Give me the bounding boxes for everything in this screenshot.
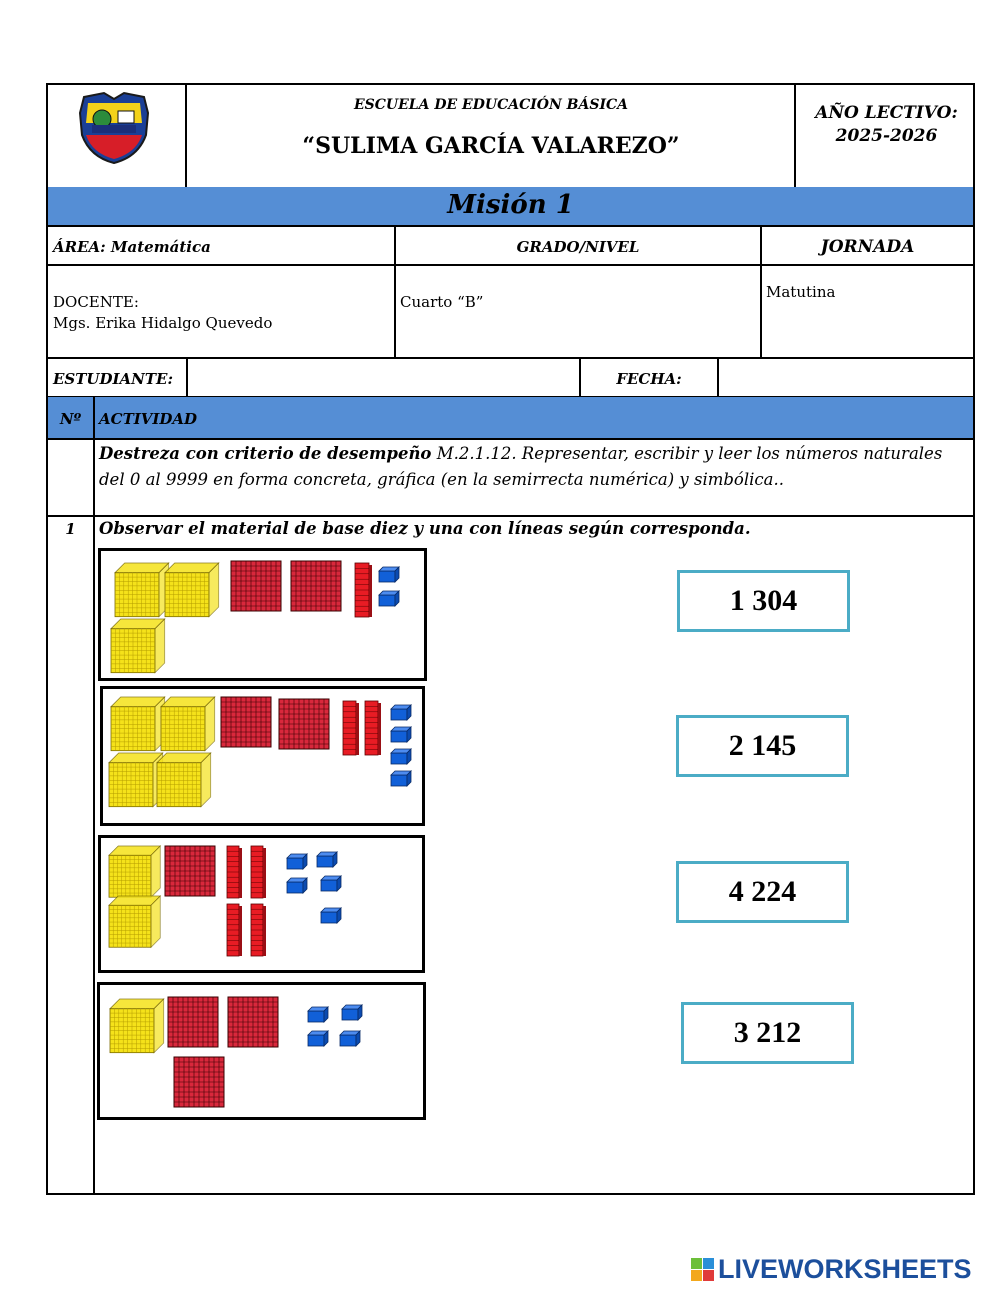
base-ten-blocks-1: [101, 551, 430, 684]
shift-label: JORNADA: [820, 237, 915, 257]
area-label: ÁREA: Matemática: [53, 238, 211, 256]
shift-value: Matutina: [766, 283, 836, 301]
info-value-row: [46, 265, 975, 359]
unit-cube: [287, 878, 307, 893]
base-ten-blocks-2: [103, 689, 428, 829]
ten-rod: [251, 846, 266, 898]
unit-cube: [287, 854, 307, 869]
mission-bar: [46, 187, 975, 227]
blocks-box-4[interactable]: [97, 982, 426, 1120]
thousand-cube: [157, 753, 211, 807]
ten-rod: [365, 701, 381, 755]
grade-value: Cuarto “B”: [400, 293, 484, 311]
grade-label: GRADO/NIVEL: [516, 238, 640, 256]
blocks-box-2[interactable]: [100, 686, 425, 826]
divider: [186, 358, 188, 397]
ten-rod: [343, 701, 359, 755]
hundred-flat: [165, 846, 215, 896]
hundred-flat: [291, 561, 341, 611]
base-ten-blocks-3: [101, 838, 428, 976]
thousand-cube: [161, 697, 215, 751]
date-input[interactable]: [721, 360, 971, 396]
year-label: AÑO LECTIVO:: [815, 103, 958, 123]
thousand-cube: [109, 846, 160, 897]
student-input[interactable]: [190, 360, 578, 396]
thousand-cube: [109, 896, 160, 947]
unit-cube: [391, 749, 411, 764]
teacher-name: Mgs. Erika Hidalgo Quevedo: [53, 314, 273, 332]
unit-cube: [340, 1031, 360, 1046]
unit-cube: [308, 1031, 328, 1046]
exercise-instruction: Observar el material de base diez y una con líneas según corresponda.: [99, 519, 751, 538]
skill-bold: Destreza con criterio de desempeño: [99, 444, 432, 463]
hundred-flat: [168, 997, 218, 1047]
logo-cell: [46, 83, 187, 189]
hundred-flat: [231, 561, 281, 611]
blocks-box-3[interactable]: [98, 835, 425, 973]
divider: [717, 358, 719, 397]
brand-text: [718, 1254, 972, 1285]
liveworksheets-icon: [690, 1257, 716, 1283]
unit-cube: [379, 567, 399, 582]
school-logo: [46, 83, 187, 189]
brand-prefix: LIVE: [718, 1254, 779, 1284]
unit-cube: [342, 1005, 362, 1020]
hundred-flat: [279, 699, 329, 749]
thousand-cube: [111, 697, 165, 751]
liveworksheets-logo: [690, 1254, 990, 1286]
ten-rod: [251, 904, 266, 956]
unit-cube: [308, 1007, 328, 1022]
thousand-cube: [115, 563, 169, 617]
mission-title: Misión 1: [447, 190, 574, 220]
base-ten-blocks-4: [100, 985, 429, 1123]
ten-rod: [227, 846, 242, 898]
brand-suffix: WORKSHEETS: [778, 1254, 972, 1284]
skill-description: M.2.1.12. Representar, escribir y leer los números naturales del 0 al 9999 en forma concreta, gráfica (en la semirrecta numérica) y simbólica..: [99, 444, 943, 489]
answer-box-3[interactable]: 4 224: [676, 861, 849, 923]
date-label: FECHA:: [616, 370, 682, 388]
school-type: ESCUELA DE EDUCACIÓN BÁSICA: [353, 97, 628, 113]
thousand-cube: [165, 563, 219, 617]
unit-cube: [391, 727, 411, 742]
answer-box-4[interactable]: 3 212: [681, 1002, 854, 1064]
year-cell: [794, 83, 975, 189]
hundred-flat: [221, 697, 271, 747]
unit-cube: [391, 771, 411, 786]
unit-cube: [321, 876, 341, 891]
skill-text: [99, 441, 969, 493]
exercise-number: 1: [65, 520, 76, 538]
unit-cube: [391, 705, 411, 720]
unit-cube: [317, 852, 337, 867]
num-header: Nº: [59, 410, 82, 428]
hundred-flat: [174, 1057, 224, 1107]
answer-box-1[interactable]: 1 304: [677, 570, 850, 632]
year-value: 2025-2026: [835, 126, 938, 146]
thousand-cube: [110, 999, 164, 1053]
school-name: “SULIMA GARCÍA VALAREZO”: [302, 133, 680, 159]
ten-rod: [227, 904, 242, 956]
answer-box-2[interactable]: 2 145: [676, 715, 849, 777]
school-title-cell: [187, 83, 795, 189]
student-label: ESTUDIANTE:: [53, 370, 174, 388]
thousand-cube: [111, 619, 165, 673]
blocks-box-1[interactable]: [98, 548, 427, 681]
teacher-label: DOCENTE:: [53, 293, 139, 311]
hundred-flat: [228, 997, 278, 1047]
thousand-cube: [109, 753, 163, 807]
ten-rod: [355, 563, 372, 617]
unit-cube: [379, 591, 399, 606]
unit-cube: [321, 908, 341, 923]
activity-header-label: ACTIVIDAD: [99, 410, 198, 428]
